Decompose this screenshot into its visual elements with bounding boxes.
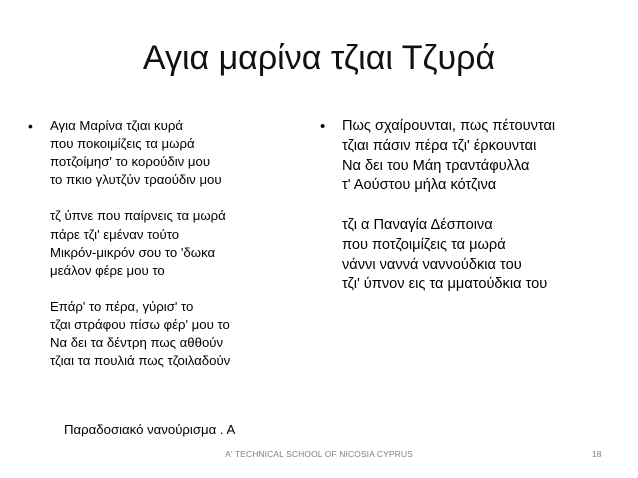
caption: Παραδοσιακό νανούρισμα . Α	[64, 422, 236, 437]
stanza-gap	[50, 280, 230, 298]
slide-title: Αγια μαρίνα τζιαι Τζυρά	[142, 39, 496, 77]
stanza-gap	[50, 189, 230, 207]
lyric-line: τ' Αούστου μήλα κότζινα	[342, 177, 497, 194]
lyric-line: το πκιο γλυτζύν τραούδιν μου	[50, 172, 222, 188]
lyric-line: πάρε τζι' εμέναν τούτο	[50, 226, 180, 242]
lyric-line: τζ ύπνε που παίρνεις τα μωρά	[50, 208, 226, 224]
left-bullet: •	[28, 118, 33, 134]
lyric-line: τζι' ύπνον εις τα μματούδκια του	[342, 276, 548, 293]
lyric-line: τζιαι πάσιν πέρα τζι' έρκουνται	[342, 137, 537, 154]
lyric-line: νάννι ναννά ναννούδκια του	[342, 256, 522, 273]
page-number: 18	[592, 449, 602, 459]
lyric-line: Πως σχαίρουνται, πως πέτουνται	[342, 118, 556, 134]
lyric-line: Μικρόν-μικρόν σου το 'δωκα	[50, 244, 216, 260]
lyric-line: που ποτζοιμίζεις τα μωρά	[342, 236, 506, 253]
lyric-line: τζι α Παναγία Δέσποινα	[342, 216, 493, 233]
lyric-line: Να δει τα δέντρη πως αθθούν	[50, 335, 224, 351]
lyric-line: Αγια Μαρίνα τζιαι κυρά	[50, 118, 183, 133]
lyric-line: Επάρ' το πέρα, γύρισ' το	[50, 298, 194, 314]
footer-text: A' TECHNICAL SCHOOL OF NICOSIA CYPRUS	[225, 449, 413, 459]
stanza-gap	[342, 196, 555, 216]
lyric-line: τζαι στράφου πίσω φέρ' μου το	[50, 317, 230, 333]
lyric-line: ποτζοίμησ' το κορούδιν μου	[50, 154, 211, 170]
lyric-line: μεάλον φέρε μου το	[50, 262, 165, 278]
lyric-line: Να δει του Μάη τραντάφυλλα	[342, 157, 530, 174]
right-lyrics	[342, 117, 555, 295]
left-lyrics	[50, 117, 230, 370]
right-bullet: •	[320, 118, 326, 135]
lyric-line: που ποκοιμίζεις τα μωρά	[50, 136, 195, 152]
lyric-line: τζιαι τα πουλιά πως τζοιλαδούν	[50, 353, 231, 369]
